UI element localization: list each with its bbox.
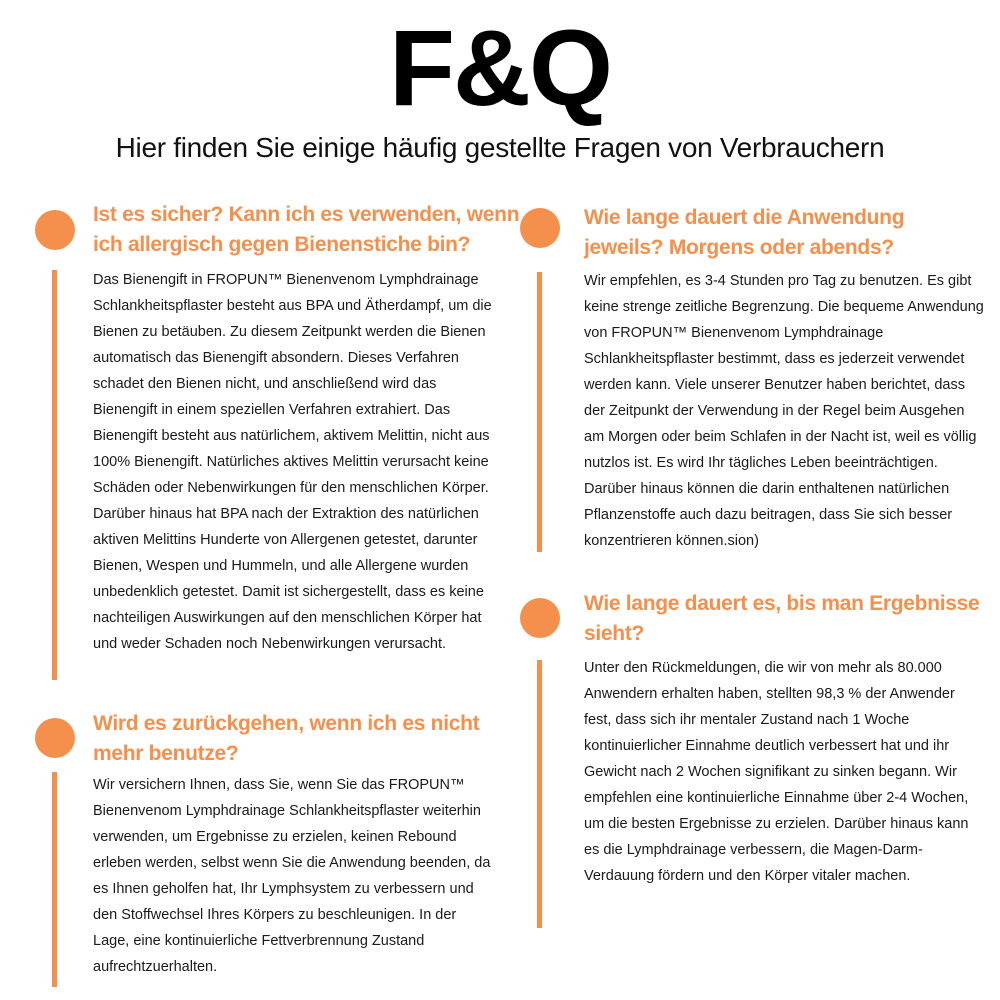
bullet-dot-icon [520,598,560,638]
page-subtitle: Hier finden Sie einige häufig gestellte Fragen von Verbrauchern [115,132,885,163]
bullet-dot-icon [520,208,560,248]
faq-question: Ist es sicher? Kann ich es verwenden, wenn ich allergisch gegen Bienenstiche bin? [93,203,520,256]
bullet-dot-icon [35,210,75,250]
page-title: F&Q [389,7,611,128]
faq-answer: Wir versichern Ihnen, dass Sie, wenn Sie das FROPUN™ Bienenvenom Lymphdrainage Schlankheitspflaster weiterhin verwenden, um Ergebnisse zu erzielen, keinen Rebound erleben werden, selbst wenn Sie die Anwendung beenden, da es Ihnen geholfen hat, Ihr Lymphsystem zu verbessern und den Stoffwechsel Ihres Körpers zu beschleunigen. In der Lage, eine kontinuierliche Fettverbrennung Zustand aufrechtzuerhalten. [93,777,491,975]
timeline-bar [537,272,542,552]
timeline-bar [537,660,542,928]
faq-answer: Unter den Rückmeldungen, die wir von mehr als 80.000 Anwendern erhalten haben, stellten 98,3 % der Anwender fest, dass sich ihr mentaler Zustand nach 1 Woche kontinuierlicher Einnahme deutlich verbessert hat und ihr Gewicht nach 2 Wochen signifikant zu sinken begann. Wir empfehlen eine kontinuierliche Einnahme über 2-4 Wochen, um die besten Ergebnisse zu erzielen. Darüber hinaus kann es die Lymphdrainage verbessern, die Magen-Darm-Verdauung fördern und den Körper vitaler machen. [584,660,969,884]
faq-answer: Wir empfehlen, es 3-4 Stunden pro Tag zu benutzen. Es gibt keine strenge zeitliche Begrenzung. Die bequeme Anwendung von FROPUN™ Bienenvenom Lymphdrainage Schlankheitspflaster bestimmt, dass es jederzeit verwendet werden kann. Viele unserer Benutzer haben berichtet, dass der Zeitpunkt der Verwendung in der Regel beim Ausgehen am Morgen oder beim Schlafen in der Nacht ist, weil es völlig nutzlos ist. Es wird Ihr tägliches Leben beeinträchtigen. Darüber hinaus können die darin enthaltenen natürlichen Pflanzenstoffe auch dazu beitragen, dass Sie sich besser konzentrieren können.sion) [584,273,984,549]
faq-question: Wie lange dauert es, bis man Ergebnisse sieht? [584,592,980,645]
faq-question: Wird es zurückgehen, wenn ich es nicht mehr benutze? [93,712,480,765]
faq-answer: Das Bienengift in FROPUN™ Bienenvenom Lymphdrainage Schlankheitspflaster besteht aus BPA und Ätherdampf, um die Bienen zu betäuben. Zu diesem Zeitpunkt werden die Bienen automatisch das Bienengift absondern. Dieses Verfahren schadet den Bienen nicht, und anschließend wird das Bienengift in einem speziellen Verfahren extrahiert. Das Bienengift besteht aus natürlichem, aktivem Melittin, nicht aus 100% Bienengift. Natürliches aktives Melittin verursacht keine Schäden oder Nebenwirkungen für den menschlichen Körper. Darüber hinaus hat BPA nach der Extraktion des natürlichen aktiven Melittins Hunderte von Allergenen getestet, darunter Bienen, Wespen und Hummeln, und alle Allergene wurden unbedenklich getestet. Damit ist sichergestellt, dass es keine nachteiligen Auswirkungen auf den menschlichen Körper hat und weder Schaden noch Nebenwirkungen verursacht. [93,272,492,652]
timeline-bar [52,270,57,680]
bullet-dot-icon [35,718,75,758]
faq-question: Wie lange dauert die Anwendung jeweils? Morgens oder abends? [584,206,905,259]
timeline-bar [52,772,57,987]
